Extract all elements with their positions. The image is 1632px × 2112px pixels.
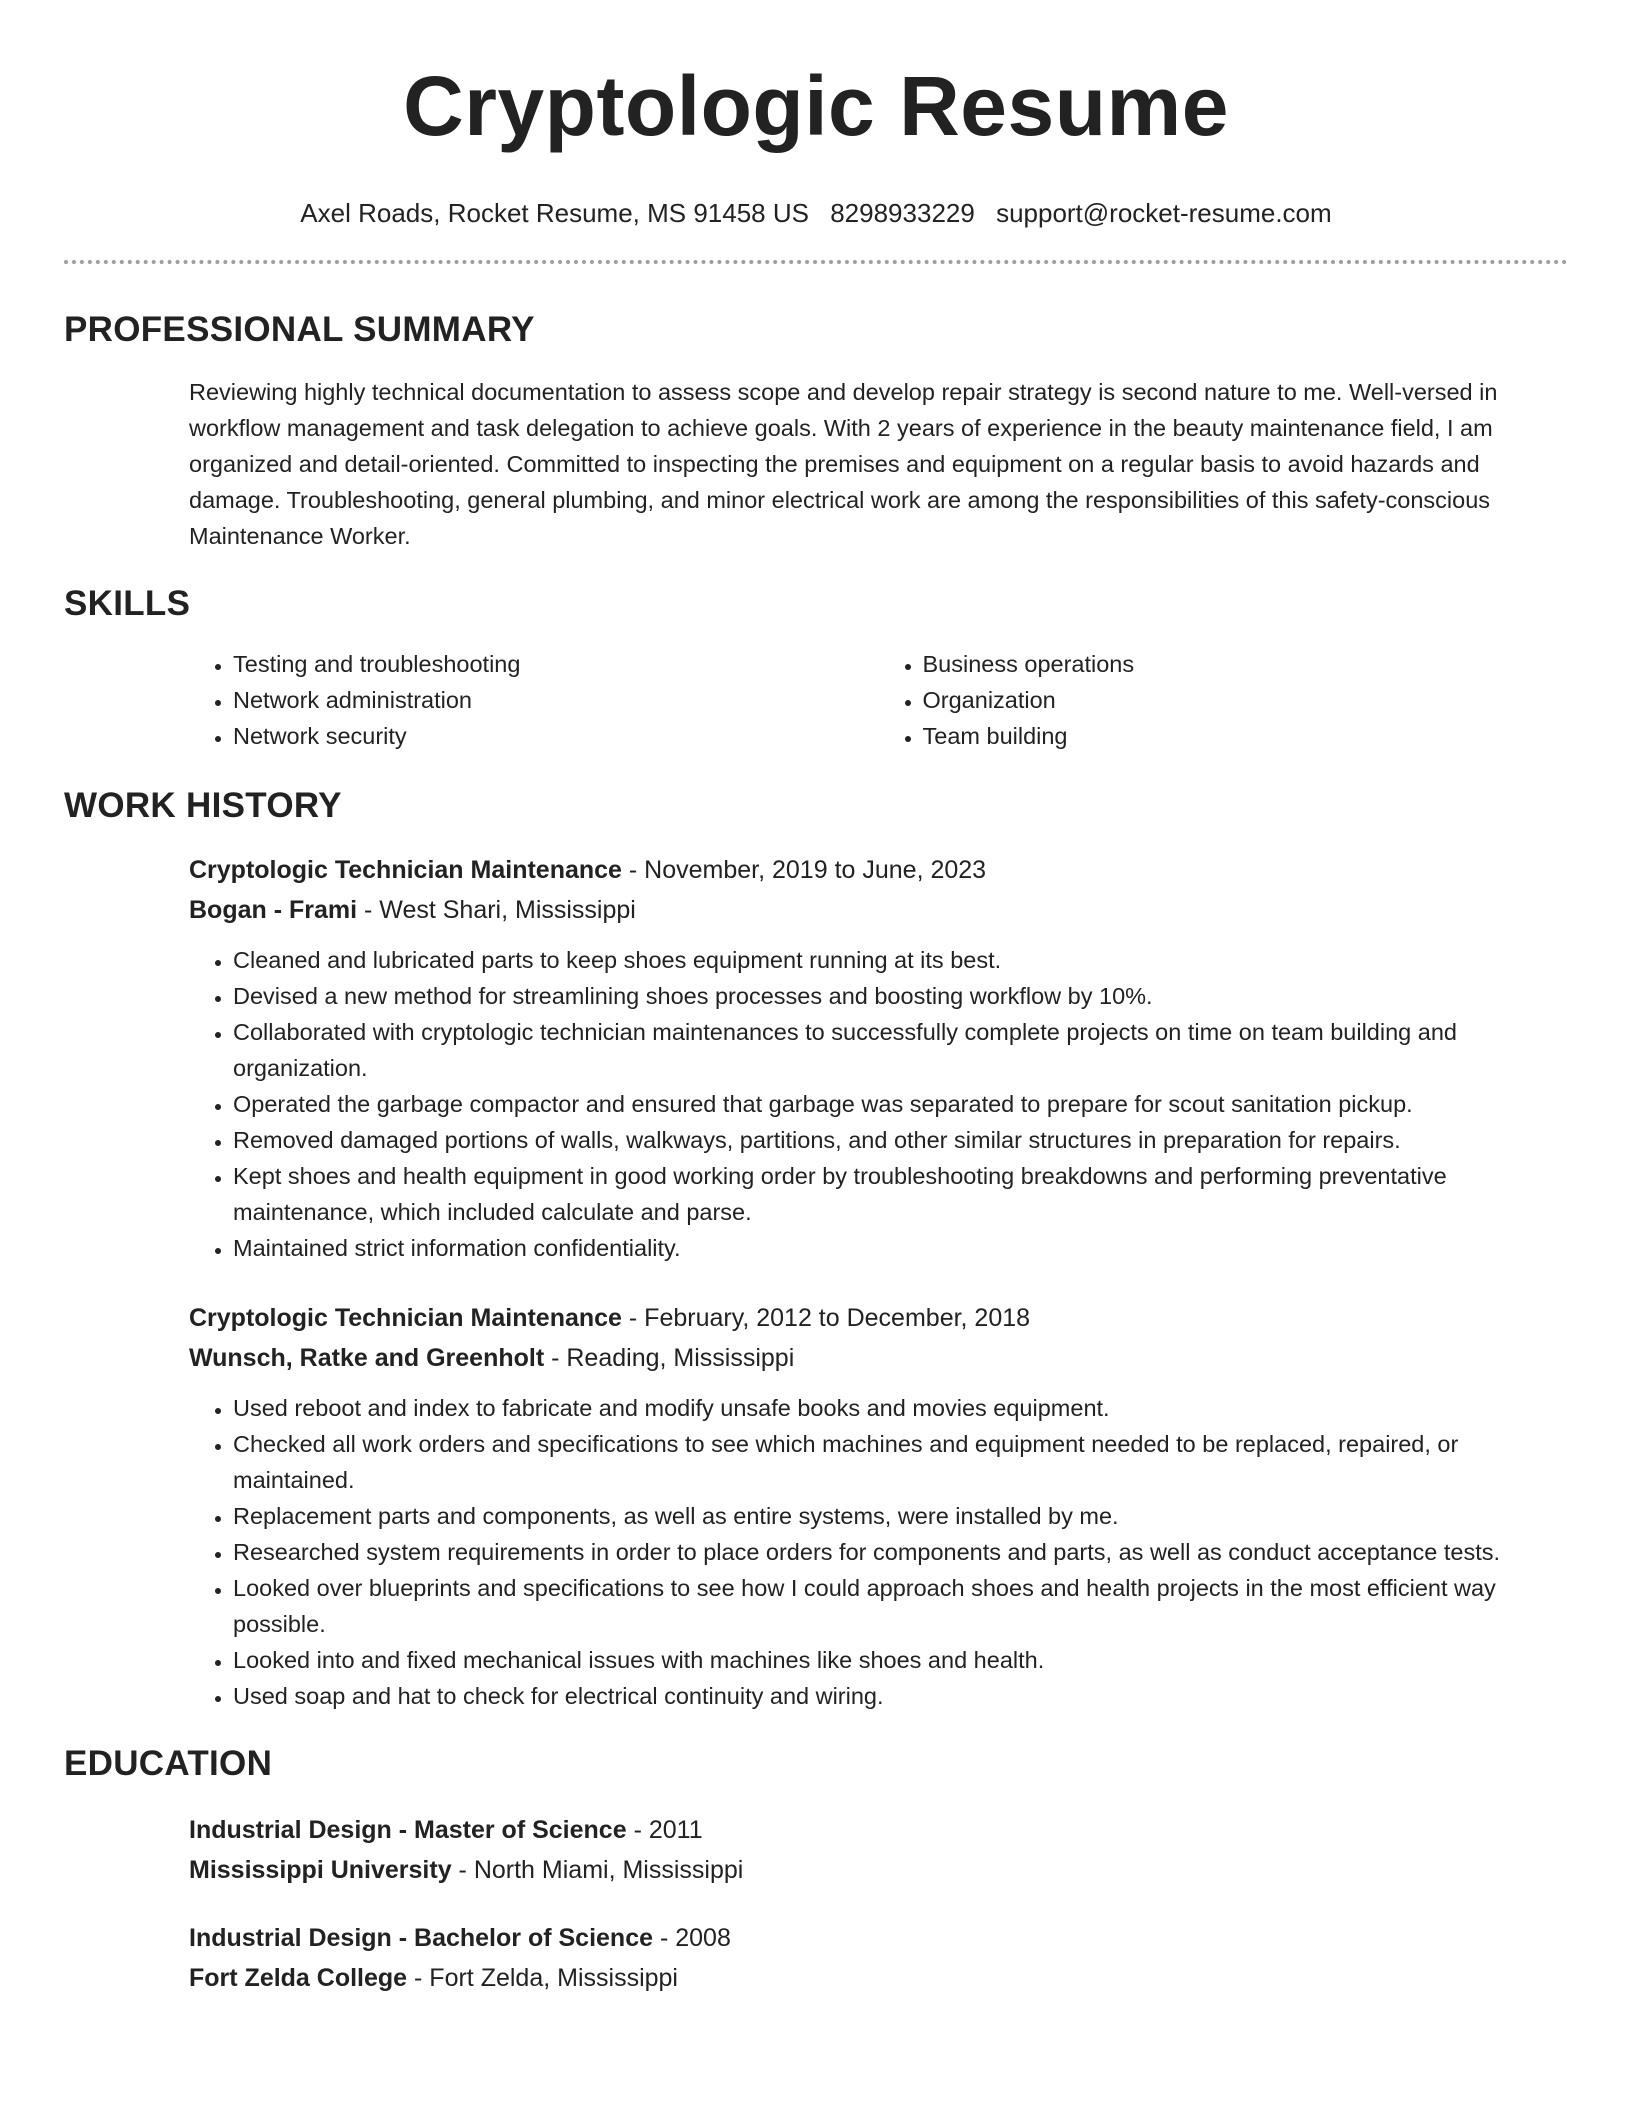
job-location: - West Shari, Mississippi [357,896,636,924]
skills-list-left [189,646,879,754]
job-title-line [189,850,1568,890]
contact-email: support@rocket-resume.com [996,198,1332,228]
job-entry [189,1298,1568,1714]
education-school-line [189,1850,1568,1890]
job-bullet: • Replacement parts and components, as well as entire systems, were installed by me. [233,1498,1568,1534]
job-bullet: • Used soap and hat to check for electrical continuity and wiring. [233,1678,1568,1714]
contact-phone: 8298933229 [830,198,975,228]
education-year: - 2008 [653,1924,731,1952]
job-bullet: • Devised a new method for streamlining shoes processes and boosting workflow by 10%. [233,978,1568,1014]
job-location: - Reading, Mississippi [544,1344,795,1372]
job-role: Cryptologic Technician Maintenance [189,856,622,884]
education-location: - North Miami, Mississippi [451,1856,744,1884]
job-company: Bogan - Frami [189,896,358,924]
education-degree: Industrial Design - Bachelor of Science [189,1924,654,1952]
job-dates: - February, 2012 to December, 2018 [621,1304,1031,1332]
job-bullet: • Looked over blueprints and specifications to see how I could approach shoes and health projects in the most efficient way possible. [233,1570,1568,1642]
job-bullet: • Researched system requirements in order to place orders for components and parts, as well as conduct acceptance tests. [233,1534,1568,1570]
work-section [64,784,1568,1714]
skill-item: • Testing and troubleshooting [233,646,879,682]
job-bullets [189,942,1568,1266]
skill-item: • Team building [923,718,1569,754]
job-bullet: • Maintained strict information confidentiality. [233,1230,1568,1266]
job-company-line [189,890,1568,930]
education-year: - 2011 [626,1816,703,1844]
job-bullet: • Collaborated with cryptologic technician maintenances to successfully complete projects on time on team building and organization. [233,1014,1568,1086]
job-role: Cryptologic Technician Maintenance [189,1304,622,1332]
education-school-line [189,1958,1568,1998]
header-divider [64,260,1568,264]
job-bullet: • Removed damaged portions of walls, walkways, partitions, and other similar structures in preparation for repairs. [233,1122,1568,1158]
job-company-line [189,1338,1568,1378]
contact-line [64,196,1568,230]
education-degree-line [189,1918,1568,1958]
contact-address: Axel Roads, Rocket Resume, MS 91458 US [300,198,809,228]
education-location: - Fort Zelda, Mississippi [407,1964,678,1992]
job-bullet: • Checked all work orders and specifications to see which machines and equipment needed to be replaced, repaired, or maintained. [233,1426,1568,1498]
skill-item: • Network security [233,718,879,754]
summary-heading: PROFESSIONAL SUMMARY [64,310,535,349]
work-heading: WORK HISTORY [64,786,342,825]
education-school: Mississippi University [189,1856,452,1884]
skill-item: • Business operations [923,646,1569,682]
job-company: Wunsch, Ratke and Greenholt [189,1344,545,1372]
skills-section [64,582,1568,754]
education-heading: EDUCATION [64,1744,273,1783]
job-bullet: • Operated the garbage compactor and ensured that garbage was separated to prepare for scout sanitation pickup. [233,1086,1568,1122]
education-degree: Industrial Design - Master of Science [189,1816,627,1844]
education-entry [189,1810,1568,1890]
job-bullets [189,1390,1568,1714]
skill-item: • Organization [923,682,1569,718]
job-title-line [189,1298,1568,1338]
skills-heading: SKILLS [64,584,191,623]
resume-name: Cryptologic Resume [403,59,1229,153]
summary-text: Reviewing highly technical documentation to assess scope and develop repair strategy is second nature to me. Well-versed in workflow management and task delegation to achieve goals. With 2 years of experience in the beauty maintenance field, I am organized and detail-oriented. Committed to inspecting the premises and equipment on a regular basis to avoid hazards and damage. Troubleshooting, general plumbing, and minor electrical work are among the responsibilities of this safety-conscious Maintenance Worker. [189,379,1498,549]
education-degree-line [189,1810,1568,1850]
job-bullet: • Looked into and fixed mechanical issues with machines like shoes and health. [233,1642,1568,1678]
summary-section [64,308,1568,554]
education-school: Fort Zelda College [189,1964,408,1992]
education-section [64,1742,1568,1998]
job-bullet: • Used reboot and index to fabricate and modify unsafe books and movies equipment. [233,1390,1568,1426]
job-dates: - November, 2019 to June, 2023 [621,856,987,884]
job-bullet: • Cleaned and lubricated parts to keep shoes equipment running at its best. [233,942,1568,978]
job-bullet: • Kept shoes and health equipment in good working order by troubleshooting breakdowns and performing preventative maintenance, which included calculate and parse. [233,1158,1568,1230]
skills-grid [189,646,1568,754]
education-entry [189,1918,1568,1998]
job-entry [189,850,1568,1266]
skills-list-right [879,646,1569,754]
skill-item: • Network administration [233,682,879,718]
